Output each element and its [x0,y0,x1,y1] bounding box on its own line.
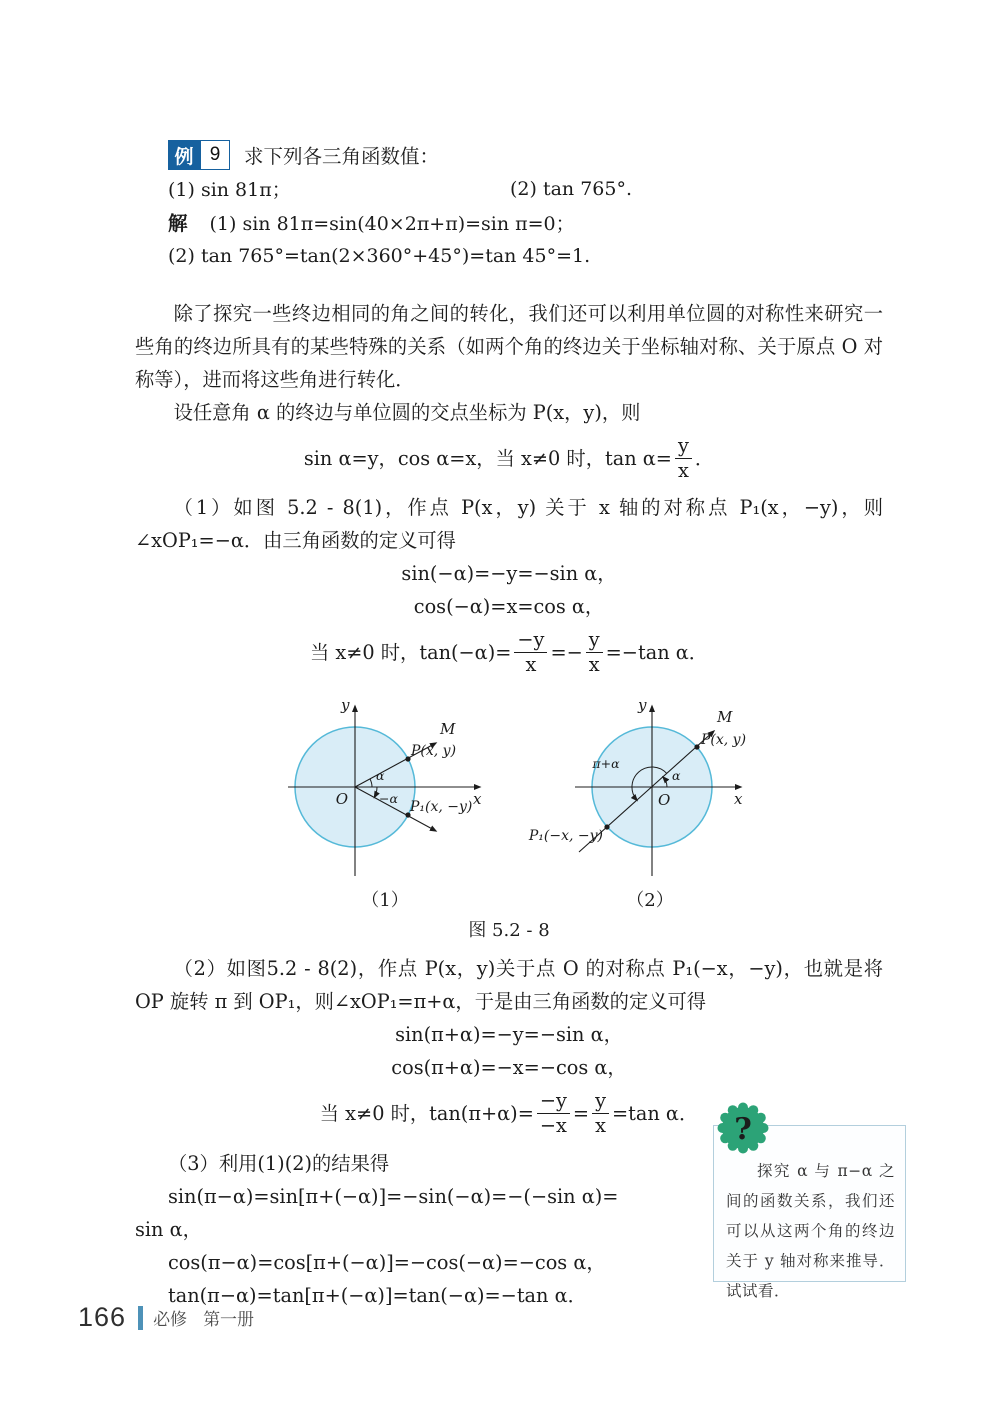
solution-line-1 [168,205,883,239]
formula-text: = [572,1102,590,1126]
figure-caption: 图 5.2 - 8 [468,920,550,942]
example-number: 9 [200,140,230,170]
figure-5-2-8 [280,694,883,884]
formula-tan-neg-alpha [135,624,883,684]
point-P-label: P(x, y) [701,732,747,749]
figure-1-label: （1） [361,890,409,912]
solution-line-2 [168,239,883,273]
footer-divider-bar [138,1306,143,1330]
x-axis-label: x [734,790,743,809]
formula-period: ． [694,447,715,471]
formula-text: =− [550,641,583,665]
formula-definitions [135,430,883,490]
fraction: $\frac{y}{x}$ [586,629,603,675]
formula-cos-neg-alpha: cos(−α)=x=cos α， [413,595,605,619]
page-number: 166 [78,1302,127,1332]
y-axis-label: y [638,696,647,715]
fraction: $\frac{-y}{-x}$ [537,1090,570,1136]
paragraph-case-2: （2）如图5.2 - 8(2)，作点 P(x，y)关于点 O 的对称点 P₁(−x，−y)，也就是将 OP 旋转 π 到 OP₁，则∠xOP₁=π+α，于是由三角函数的定义可得 [135,957,883,1014]
paragraph-case-3-intro: （3）利用(1)(2)的结果得 [168,1151,390,1175]
point-P1-label: P₁(x, −y) [410,799,473,816]
formula-sin-pi-minus-alpha-line2: sin α， [135,1217,202,1241]
figure-sub-labels [280,886,883,912]
point-P [405,757,410,762]
formula-sin-pi-plus-alpha: sin(π+α)=−y=−sin α， [395,1023,623,1047]
paragraph-symmetry-intro: 除了探究一些终边相同的角之间的转化，我们还可以利用单位圆的对称性来研究一些角的终边所具有的某些特殊的关系（如两个角的终边关于坐标轴对称、关于原点 O 对称等），进而将这些角进行转化． [135,302,883,391]
paragraph-case-1: （1）如图 5.2 - 8(1)，作点 P(x，y) 关于 x 轴的对称点 P₁(x，−y)，则∠xOP₁=−α．由三角函数的定义可得 [135,496,883,553]
origin-label: O [335,790,348,809]
formula-text: sin α=y，cos α=x，当 x≠0 时，tan α= [303,447,672,471]
solution-label: 解 [168,212,188,235]
question-icon [716,1101,770,1155]
figure-2-label: （2） [626,890,674,912]
fraction-y-over-x: $\frac{y}{x}$ [675,435,692,481]
example-item-1: (1) sin 81π； [168,179,291,201]
angle-alpha-label: α [672,768,681,784]
example-badge: 例 [168,140,200,170]
point-P1 [604,825,609,830]
angle-pi-plus-alpha-label: π+α [592,756,620,772]
fraction: $\frac{y}{x}$ [592,1090,609,1136]
solution-step-2: (2) tan 765°=tan(2×360°+45°)=tan 45°=1. [168,245,591,267]
ray-M-label: M [717,708,733,727]
point-P [694,745,699,750]
angle-neg-alpha-label: −α [379,791,398,807]
solution-step-1: (1) sin 81π=sin(40×2π+π)=sin π=0； [209,212,575,235]
unit-circle-figure-2 [520,694,780,884]
formula-sin-pi-minus-alpha-line1: sin(π−α)=sin[π+(−α)]=−sin(−α)=−(−sin α)= [168,1184,619,1208]
footer-book: 第一册 [203,1310,255,1330]
explore-box [713,1112,906,1300]
page-footer [78,1302,270,1333]
example-item-2: (2) tan 765°. [510,177,632,200]
example-title: 求下列各三角函数值： [244,145,440,168]
example-heading [168,138,883,172]
formula-cos-pi-minus-alpha: cos(π−α)=cos[π+(−α)]=−cos(−α)=−cos α， [168,1250,606,1274]
formula-text: 当 x≠0 时，tan(−α)= [309,641,512,665]
formula-text: 当 x≠0 时，tan(π+α)= [319,1102,534,1126]
formula-text: =−tan α． [605,641,709,665]
formula-cos-pi-plus-alpha: cos(π+α)=−x=−cos α， [391,1056,627,1080]
formula-tan-pi-minus-alpha: tan(π−α)=tan[π+(−α)]=tan(−α)=−tan α． [168,1283,587,1307]
example-items [168,172,883,205]
spacer [135,273,883,297]
point-P1-label: P₁(−x, −y) [528,828,603,845]
footer-course: 必修 [153,1310,188,1330]
fraction: $\frac{-y}{x}$ [514,629,547,675]
x-axis-label: x [473,790,482,809]
point-P-label: P(x, y) [411,743,457,760]
angle-alpha-label: α [376,768,385,784]
formula-sin-neg-alpha: sin(−α)=−y=−sin α， [401,562,617,586]
question-mark-glyph: ? [734,1112,752,1147]
y-axis-label: y [341,696,350,715]
ray-M-label: M [440,720,456,739]
origin-label: O [658,791,671,810]
unit-circle-figure-1 [280,694,490,884]
paragraph-setup: 设任意角 α 的终边与单位圆的交点坐标为 P(x，y)，则 [173,401,641,424]
formula-text: =tan α． [611,1102,699,1126]
explore-box-text: 探究 α 与 π−α 之间的函数关系，我们还可以从这两个角的终边关于 y 轴对称来推导．试试看． [726,1162,895,1300]
